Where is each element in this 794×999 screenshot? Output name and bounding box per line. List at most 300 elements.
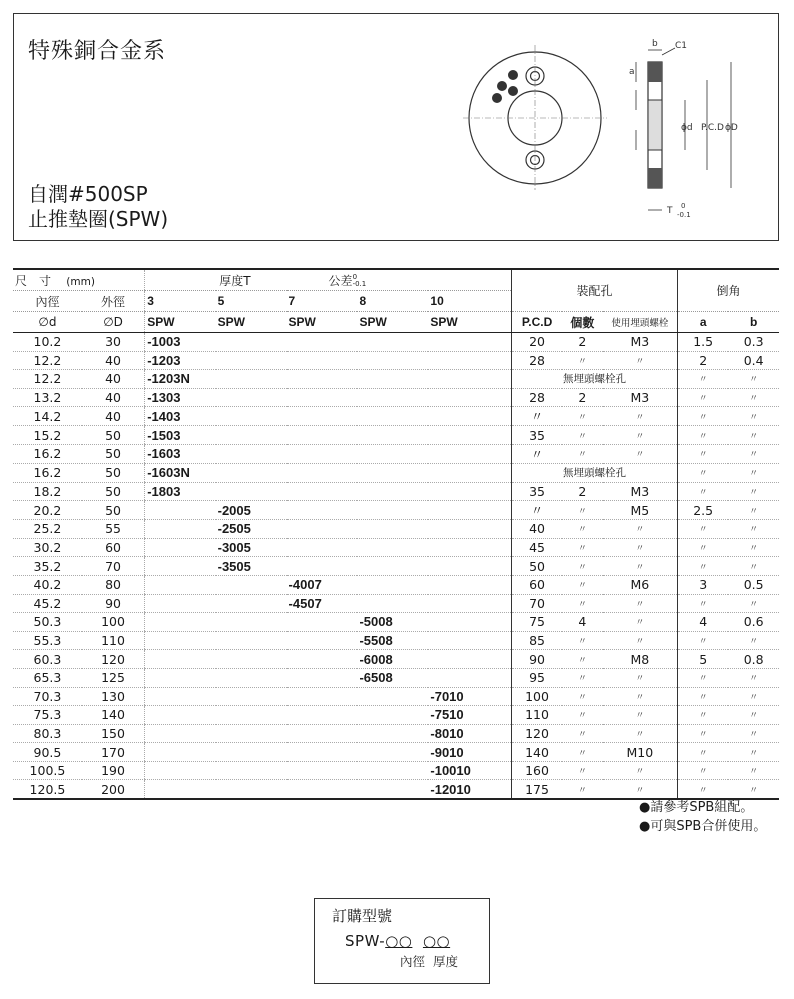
part-code-cell-t5 (216, 687, 287, 706)
bolt-size-cell: 〃 (603, 687, 678, 706)
part-code-cell-t7 (287, 407, 358, 426)
chamfer-b-cell: 0.4 (728, 351, 779, 370)
table-row (13, 687, 779, 706)
table-header-row-3 (13, 312, 779, 333)
part-code-cell-t8 (357, 706, 428, 725)
part-code-cell-t3: -1503 (145, 426, 216, 445)
bolt-size-cell: 〃 (603, 538, 678, 557)
part-code-cell-t5 (216, 743, 287, 762)
part-code-cell-t8 (357, 333, 428, 352)
chamfer-a-cell: 1.5 (678, 333, 729, 352)
outer-symbol: ∅D (82, 312, 145, 333)
thickness-10: 10 (428, 291, 511, 312)
part-code-cell-t7 (287, 650, 358, 669)
part-code-cell-t5 (216, 631, 287, 650)
spec-table (13, 268, 779, 800)
chamfer-b-cell: 〃 (728, 463, 779, 482)
pcd-cell: 28 (511, 388, 562, 407)
part-code-cell-t8: -6008 (357, 650, 428, 669)
pcd-cell: 35 (511, 482, 562, 501)
part-code-cell-t7 (287, 426, 358, 445)
inner-symbol: ∅d (13, 312, 82, 333)
table-row (13, 706, 779, 725)
order-code-box (314, 898, 490, 984)
inner-diameter-cell: 12.2 (13, 370, 82, 389)
part-code-cell-t10 (428, 426, 511, 445)
pcd-cell: 120 (511, 724, 562, 743)
inner-diameter-cell: 45.2 (13, 594, 82, 613)
part-code-cell-t10 (428, 501, 511, 520)
thickness-7: 7 (287, 291, 358, 312)
chamfer-a-cell: 4 (678, 613, 729, 632)
part-code-cell-t3: -1203 (145, 351, 216, 370)
part-code-cell-t3 (145, 668, 216, 687)
pcd-cell: 100 (511, 687, 562, 706)
part-code-cell-t8 (357, 407, 428, 426)
hole-count-cell: 〃 (562, 594, 603, 613)
inner-diameter-cell: 75.3 (13, 706, 82, 725)
pcd-cell: 20 (511, 333, 562, 352)
outer-diameter-cell: 60 (82, 538, 145, 557)
part-code-cell-t5 (216, 333, 287, 352)
inner-diameter-cell: 40.2 (13, 575, 82, 594)
part-code-cell-t8 (357, 482, 428, 501)
spw-label: SPW (216, 312, 287, 333)
part-code-cell-t3 (145, 631, 216, 650)
part-code-cell-t3: -1003 (145, 333, 216, 352)
part-code-cell-t5 (216, 482, 287, 501)
part-code-cell-t3 (145, 761, 216, 780)
pcd-cell: 75 (511, 613, 562, 632)
hole-count-cell: 〃 (562, 557, 603, 576)
outer-diameter-cell: 150 (82, 724, 145, 743)
pcd-cell: 〃 (511, 501, 562, 520)
part-code-cell-t7 (287, 538, 358, 557)
outer-diameter-cell: 80 (82, 575, 145, 594)
part-code-cell-t8 (357, 575, 428, 594)
bolt-size-cell: 〃 (603, 706, 678, 725)
note-spb-reference: ●請參考SPB組配。 (639, 800, 754, 815)
hole-count-cell: 〃 (562, 538, 603, 557)
chamfer-a-cell: 〃 (678, 706, 729, 725)
outer-diameter-cell: 55 (82, 520, 145, 539)
chamfer-b-cell: 〃 (728, 557, 779, 576)
chamfer-b-cell: 〃 (728, 706, 779, 725)
chamfer-b-cell: 〃 (728, 687, 779, 706)
part-code-cell-t3 (145, 538, 216, 557)
product-name-line2: 止推墊圈(SPW) (28, 207, 169, 231)
part-code-cell-t7 (287, 482, 358, 501)
bolt-size-cell: M8 (603, 650, 678, 669)
chamfer-a-cell: 〃 (678, 482, 729, 501)
pcd-cell: 85 (511, 631, 562, 650)
outer-diameter-cell: 90 (82, 594, 145, 613)
part-code-cell-t3 (145, 724, 216, 743)
part-code-cell-t7: -4507 (287, 594, 358, 613)
pcd-cell: 40 (511, 520, 562, 539)
chamfer-a-cell: 〃 (678, 538, 729, 557)
bolt-size-cell: 〃 (603, 761, 678, 780)
part-code-cell-t5 (216, 463, 287, 482)
table-row (13, 351, 779, 370)
note-spb-combine: ●可與SPB合併使用。 (639, 819, 767, 834)
inner-diameter-header: 內徑 (13, 291, 82, 312)
part-code-cell-t8 (357, 743, 428, 762)
part-code-cell-t5 (216, 594, 287, 613)
part-code-cell-t5 (216, 613, 287, 632)
chamfer-a-cell: 5 (678, 650, 729, 669)
chamfer-b-cell: 〃 (728, 743, 779, 762)
part-code-cell-t10 (428, 557, 511, 576)
hole-count-cell: 〃 (562, 668, 603, 687)
outer-diameter-cell: 50 (82, 444, 145, 463)
bolt-header: 使用埋頭螺栓 (603, 312, 678, 333)
pcd-cell: 175 (511, 780, 562, 799)
hole-count-cell: 〃 (562, 631, 603, 650)
part-code-cell-t7 (287, 668, 358, 687)
chamfer-a-cell: 〃 (678, 520, 729, 539)
inner-diameter-cell: 20.2 (13, 501, 82, 520)
part-code-cell-t8: -5008 (357, 613, 428, 632)
count-header: 個數 (562, 312, 603, 333)
part-code-cell-t5 (216, 407, 287, 426)
part-code-cell-t3: -1603 (145, 444, 216, 463)
hole-count-cell: 〃 (562, 780, 603, 799)
part-code-cell-t8 (357, 463, 428, 482)
spw-label: SPW (357, 312, 428, 333)
chamfer-b-cell: 〃 (728, 631, 779, 650)
chamfer-a-cell: 2 (678, 351, 729, 370)
table-row (13, 743, 779, 762)
hole-count-cell: 2 (562, 482, 603, 501)
inner-diameter-cell: 10.2 (13, 333, 82, 352)
chamfer-a-cell: 〃 (678, 668, 729, 687)
dim-label-pcd: P.C.D (701, 123, 724, 133)
chamfer-a-cell: 〃 (678, 557, 729, 576)
pcd-cell: 28 (511, 351, 562, 370)
part-code-cell-t10 (428, 668, 511, 687)
chamfer-a-cell: 〃 (678, 780, 729, 799)
inner-diameter-cell: 15.2 (13, 426, 82, 445)
pcd-cell: 〃 (511, 444, 562, 463)
part-code-cell-t7 (287, 501, 358, 520)
chamfer-b-cell: 〃 (728, 482, 779, 501)
pcd-cell: 70 (511, 594, 562, 613)
table-row (13, 575, 779, 594)
part-code-cell-t10 (428, 444, 511, 463)
part-code-cell-t7 (287, 780, 358, 799)
bolt-size-cell: 〃 (603, 594, 678, 613)
hole-count-cell: 〃 (562, 501, 603, 520)
table-row (13, 482, 779, 501)
part-code-cell-t10: -7010 (428, 687, 511, 706)
inner-diameter-cell: 120.5 (13, 780, 82, 799)
part-code-cell-t8: -6508 (357, 668, 428, 687)
part-code-cell-t10: -9010 (428, 743, 511, 762)
bolt-size-cell: M10 (603, 743, 678, 762)
dim-label-b: b (652, 39, 658, 49)
part-code-cell-t10 (428, 407, 511, 426)
hole-count-cell: 〃 (562, 706, 603, 725)
outer-diameter-cell: 140 (82, 706, 145, 725)
part-code-cell-t3 (145, 575, 216, 594)
order-slot-thickness: ○○ (422, 932, 451, 950)
mounting-note-cell: 無埋頭螺栓孔 (511, 463, 677, 482)
part-code-cell-t8 (357, 687, 428, 706)
inner-diameter-cell: 12.2 (13, 351, 82, 370)
bolt-size-cell: M3 (603, 388, 678, 407)
part-code-cell-t7 (287, 520, 358, 539)
part-code-cell-t8 (357, 780, 428, 799)
mounting-hole-header: 裝配孔 (511, 269, 677, 312)
part-code-cell-t5: -2005 (216, 501, 287, 520)
table-row (13, 407, 779, 426)
part-code-cell-t7 (287, 351, 358, 370)
inner-diameter-cell: 13.2 (13, 388, 82, 407)
dim-label-a: a (629, 67, 635, 77)
chamfer-b-cell: 〃 (728, 520, 779, 539)
table-row (13, 557, 779, 576)
chamfer-a-cell: 3 (678, 575, 729, 594)
hole-count-cell: 〃 (562, 761, 603, 780)
part-code-cell-t3: -1303 (145, 388, 216, 407)
outer-diameter-cell: 40 (82, 370, 145, 389)
pcd-header: P.C.D (511, 312, 562, 333)
table-row (13, 631, 779, 650)
part-code-cell-t5 (216, 724, 287, 743)
part-code-cell-t5 (216, 426, 287, 445)
outer-diameter-cell: 170 (82, 743, 145, 762)
chamfer-b-cell: 〃 (728, 594, 779, 613)
table-row (13, 650, 779, 669)
part-code-cell-t7 (287, 613, 358, 632)
chamfer-b-cell: 〃 (728, 426, 779, 445)
order-slot-labels (400, 952, 458, 970)
part-code-cell-t7 (287, 631, 358, 650)
part-code-cell-t7 (287, 706, 358, 725)
spw-label: SPW (287, 312, 358, 333)
table-row (13, 520, 779, 539)
bolt-size-cell: 〃 (603, 351, 678, 370)
table-row (13, 444, 779, 463)
inner-diameter-cell: 50.3 (13, 613, 82, 632)
part-code-cell-t10 (428, 594, 511, 613)
outer-diameter-cell: 40 (82, 407, 145, 426)
bolt-size-cell: 〃 (603, 631, 678, 650)
table-row (13, 333, 779, 352)
bolt-size-cell: M3 (603, 482, 678, 501)
table-row (13, 613, 779, 632)
part-code-cell-t5 (216, 650, 287, 669)
part-code-cell-t8 (357, 761, 428, 780)
dim-tol-upper: 0 (681, 202, 686, 210)
thickness-header: 厚度T (145, 269, 287, 291)
part-code-cell-t5: -2505 (216, 520, 287, 539)
part-code-cell-t5 (216, 388, 287, 407)
hole-count-cell: 4 (562, 613, 603, 632)
inner-diameter-cell: 35.2 (13, 557, 82, 576)
outer-diameter-cell: 30 (82, 333, 145, 352)
part-code-cell-t10 (428, 482, 511, 501)
pcd-cell: 160 (511, 761, 562, 780)
part-code-cell-t5: -3505 (216, 557, 287, 576)
dim-label-t: T (667, 206, 673, 216)
part-code-cell-t5 (216, 370, 287, 389)
outer-diameter-header: 外徑 (82, 291, 145, 312)
inner-diameter-cell: 25.2 (13, 520, 82, 539)
outer-diameter-cell: 70 (82, 557, 145, 576)
part-code-cell-t10 (428, 613, 511, 632)
inner-diameter-cell: 18.2 (13, 482, 82, 501)
table-row (13, 594, 779, 613)
part-code-cell-t3 (145, 557, 216, 576)
part-code-cell-t7 (287, 557, 358, 576)
part-code-cell-t3: -1603N (145, 463, 216, 482)
outer-diameter-cell: 100 (82, 613, 145, 632)
part-code-cell-t8 (357, 370, 428, 389)
thickness-5: 5 (216, 291, 287, 312)
chamfer-b-cell: 〃 (728, 370, 779, 389)
pcd-cell: 95 (511, 668, 562, 687)
bolt-size-cell: 〃 (603, 724, 678, 743)
chamfer-a-cell: 〃 (678, 631, 729, 650)
part-code-cell-t10: -7510 (428, 706, 511, 725)
thickness-3: 3 (145, 291, 216, 312)
table-row (13, 370, 779, 389)
part-code-cell-t10 (428, 631, 511, 650)
part-code-cell-t8 (357, 388, 428, 407)
pcd-cell: 〃 (511, 407, 562, 426)
hole-count-cell: 〃 (562, 520, 603, 539)
chamfer-b-cell: 〃 (728, 538, 779, 557)
part-code-cell-t8 (357, 351, 428, 370)
part-code-cell-t3: -1203N (145, 370, 216, 389)
lubricant-plugs (492, 70, 518, 103)
part-code-cell-t7 (287, 388, 358, 407)
pcd-cell: 140 (511, 743, 562, 762)
washer-technical-drawing (455, 30, 755, 230)
part-code-cell-t10 (428, 650, 511, 669)
outer-diameter-cell: 50 (82, 463, 145, 482)
hole-count-cell: 〃 (562, 724, 603, 743)
inner-diameter-cell: 100.5 (13, 761, 82, 780)
part-code-cell-t10 (428, 575, 511, 594)
part-code-cell-t5 (216, 780, 287, 799)
part-code-cell-t8 (357, 501, 428, 520)
spw-label: SPW (145, 312, 216, 333)
part-code-cell-t10 (428, 370, 511, 389)
mounting-note-cell: 無埋頭螺栓孔 (511, 370, 677, 389)
chamfer-b-cell: 〃 (728, 388, 779, 407)
bolt-size-cell: 〃 (603, 426, 678, 445)
dim-tol-lower: -0.1 (677, 211, 691, 219)
part-code-cell-t7 (287, 724, 358, 743)
chamfer-b-cell: 0.3 (728, 333, 779, 352)
bolt-size-cell: M5 (603, 501, 678, 520)
hole-count-cell: 〃 (562, 444, 603, 463)
thickness-8: 8 (357, 291, 428, 312)
part-code-cell-t3 (145, 613, 216, 632)
part-code-cell-t5 (216, 706, 287, 725)
table-header-row-1 (13, 269, 779, 291)
washer-side-section (648, 62, 662, 188)
chamfer-b-cell: 〃 (728, 407, 779, 426)
part-code-cell-t10 (428, 333, 511, 352)
part-code-cell-t5 (216, 668, 287, 687)
table-row (13, 538, 779, 557)
part-code-cell-t10: -10010 (428, 761, 511, 780)
order-label-thickness: 厚度 (432, 954, 458, 969)
bolt-size-cell: 〃 (603, 444, 678, 463)
chamfer-header: 倒角 (678, 269, 779, 312)
bolt-size-cell: 〃 (603, 668, 678, 687)
chamfer-a-cell: 〃 (678, 724, 729, 743)
part-code-cell-t3 (145, 594, 216, 613)
part-code-cell-t5: -3005 (216, 538, 287, 557)
pcd-cell: 50 (511, 557, 562, 576)
part-code-cell-t5 (216, 444, 287, 463)
chamfer-a-cell: 〃 (678, 463, 729, 482)
pcd-cell: 110 (511, 706, 562, 725)
dim-label-phi-d: ϕd (681, 123, 693, 133)
part-code-cell-t3 (145, 687, 216, 706)
table-row (13, 668, 779, 687)
outer-diameter-cell: 200 (82, 780, 145, 799)
outer-diameter-cell: 190 (82, 761, 145, 780)
pcd-cell: 45 (511, 538, 562, 557)
bolt-size-cell: 〃 (603, 613, 678, 632)
chamfer-b-cell: 〃 (728, 501, 779, 520)
bolt-size-cell: 〃 (603, 520, 678, 539)
part-code-cell-t10 (428, 520, 511, 539)
part-code-cell-t3 (145, 780, 216, 799)
chamfer-b-cell: 〃 (728, 668, 779, 687)
pcd-cell: 90 (511, 650, 562, 669)
part-code-cell-t7 (287, 333, 358, 352)
hole-count-cell: 〃 (562, 687, 603, 706)
part-code-cell-t10 (428, 351, 511, 370)
chamfer-a-cell: 〃 (678, 370, 729, 389)
part-code-cell-t8: -5508 (357, 631, 428, 650)
part-code-cell-t5 (216, 351, 287, 370)
inner-diameter-cell: 14.2 (13, 407, 82, 426)
part-code-cell-t7 (287, 463, 358, 482)
chamfer-b-cell: 〃 (728, 444, 779, 463)
chamfer-b-cell: 0.6 (728, 613, 779, 632)
part-code-cell-t3 (145, 706, 216, 725)
dim-label-phi-D: ϕD (725, 123, 738, 133)
chamfer-a-cell: 〃 (678, 388, 729, 407)
inner-diameter-cell: 70.3 (13, 687, 82, 706)
inner-diameter-cell: 30.2 (13, 538, 82, 557)
table-row (13, 761, 779, 780)
product-name-line1: 自潤#500SP (28, 182, 148, 206)
chamfer-a-cell: 〃 (678, 761, 729, 780)
order-prefix: SPW- (345, 932, 386, 950)
table-row (13, 426, 779, 445)
inner-diameter-cell: 16.2 (13, 463, 82, 482)
outer-diameter-cell: 50 (82, 501, 145, 520)
inner-diameter-cell: 60.3 (13, 650, 82, 669)
tolerance-header: 公差0 -0.1 (287, 269, 512, 291)
chamfer-a-cell: 〃 (678, 743, 729, 762)
product-name (28, 182, 168, 232)
part-code-cell-t10: -8010 (428, 724, 511, 743)
outer-diameter-cell: 50 (82, 482, 145, 501)
bolt-size-cell: 〃 (603, 557, 678, 576)
part-code-cell-t3 (145, 650, 216, 669)
hole-count-cell: 〃 (562, 407, 603, 426)
